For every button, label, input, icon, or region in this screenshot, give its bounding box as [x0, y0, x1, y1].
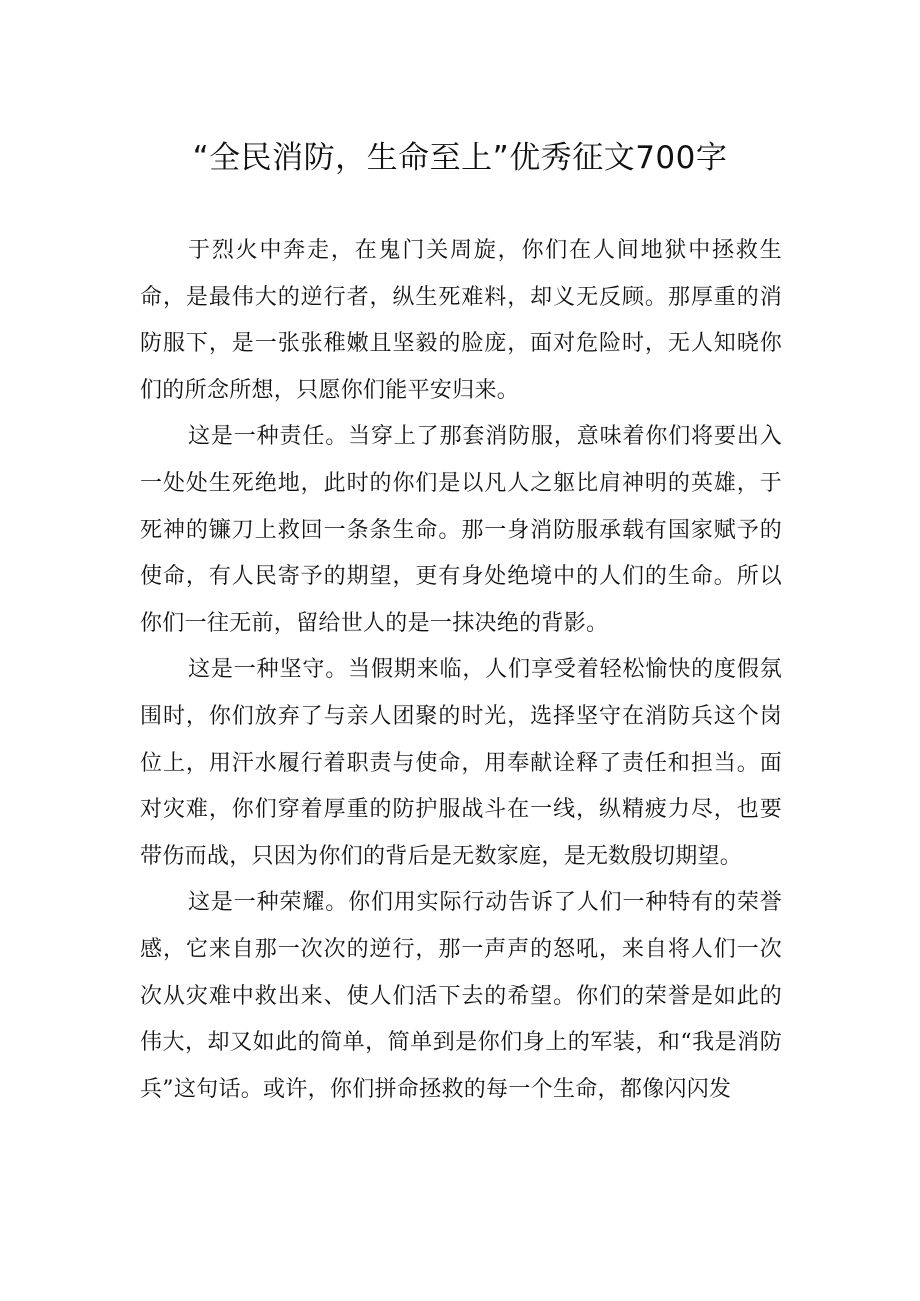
article-body [140, 228, 782, 1113]
paragraph: 于烈火中奔走，在鬼门关周旋，你们在人间地狱中拯救生命，是最伟大的逆行者，纵生死难料，却义无反顾。那厚重的消防服下，是一张张稚嫩且坚毅的脸庞，面对危险时，无人知晓你们的所念所想，只愿你们能平安归来。 [140, 238, 782, 403]
page-title: “全民消防，生命至上”优秀征文700字 [192, 140, 728, 176]
paragraph: 这是一种责任。当穿上了那套消防服，意味着你们将要出入一处处生死绝地，此时的你们是以凡人之躯比肩神明的英雄，于死神的镰刀上救回一条条生命。那一身消防服承载有国家赋予的使命，有人民寄予的期望，更有身处绝境中的人们的生命。所以你们一往无前，留给世人的是一抹决绝的背影。 [140, 424, 782, 636]
paragraph: 这是一种坚守。当假期来临，人们享受着轻松愉快的度假氛围时，你们放弃了与亲人团聚的时光，选择坚守在消防兵这个岗位上，用汗水履行着职责与使命，用奉献诠释了责任和担当。面对灾难，你们穿着厚重的防护服战斗在一线，纵精疲力尽，也要带伤而战，只因为你们的背后是无数家庭，是无数殷切期望。 [140, 657, 782, 869]
paragraph: 这是一种荣耀。你们用实际行动告诉了人们一种特有的荣誉感，它来自那一次次的逆行，那一声声的怒吼，来自将人们一次次从灾难中救出来、使人们活下去的希望。你们的荣誉是如此的伟大，却又如此的简单，简单到是你们身上的军装，和“我是消防兵”这句话。或许，你们拼命拯救的每一个生命，都像闪闪发 [140, 890, 782, 1102]
